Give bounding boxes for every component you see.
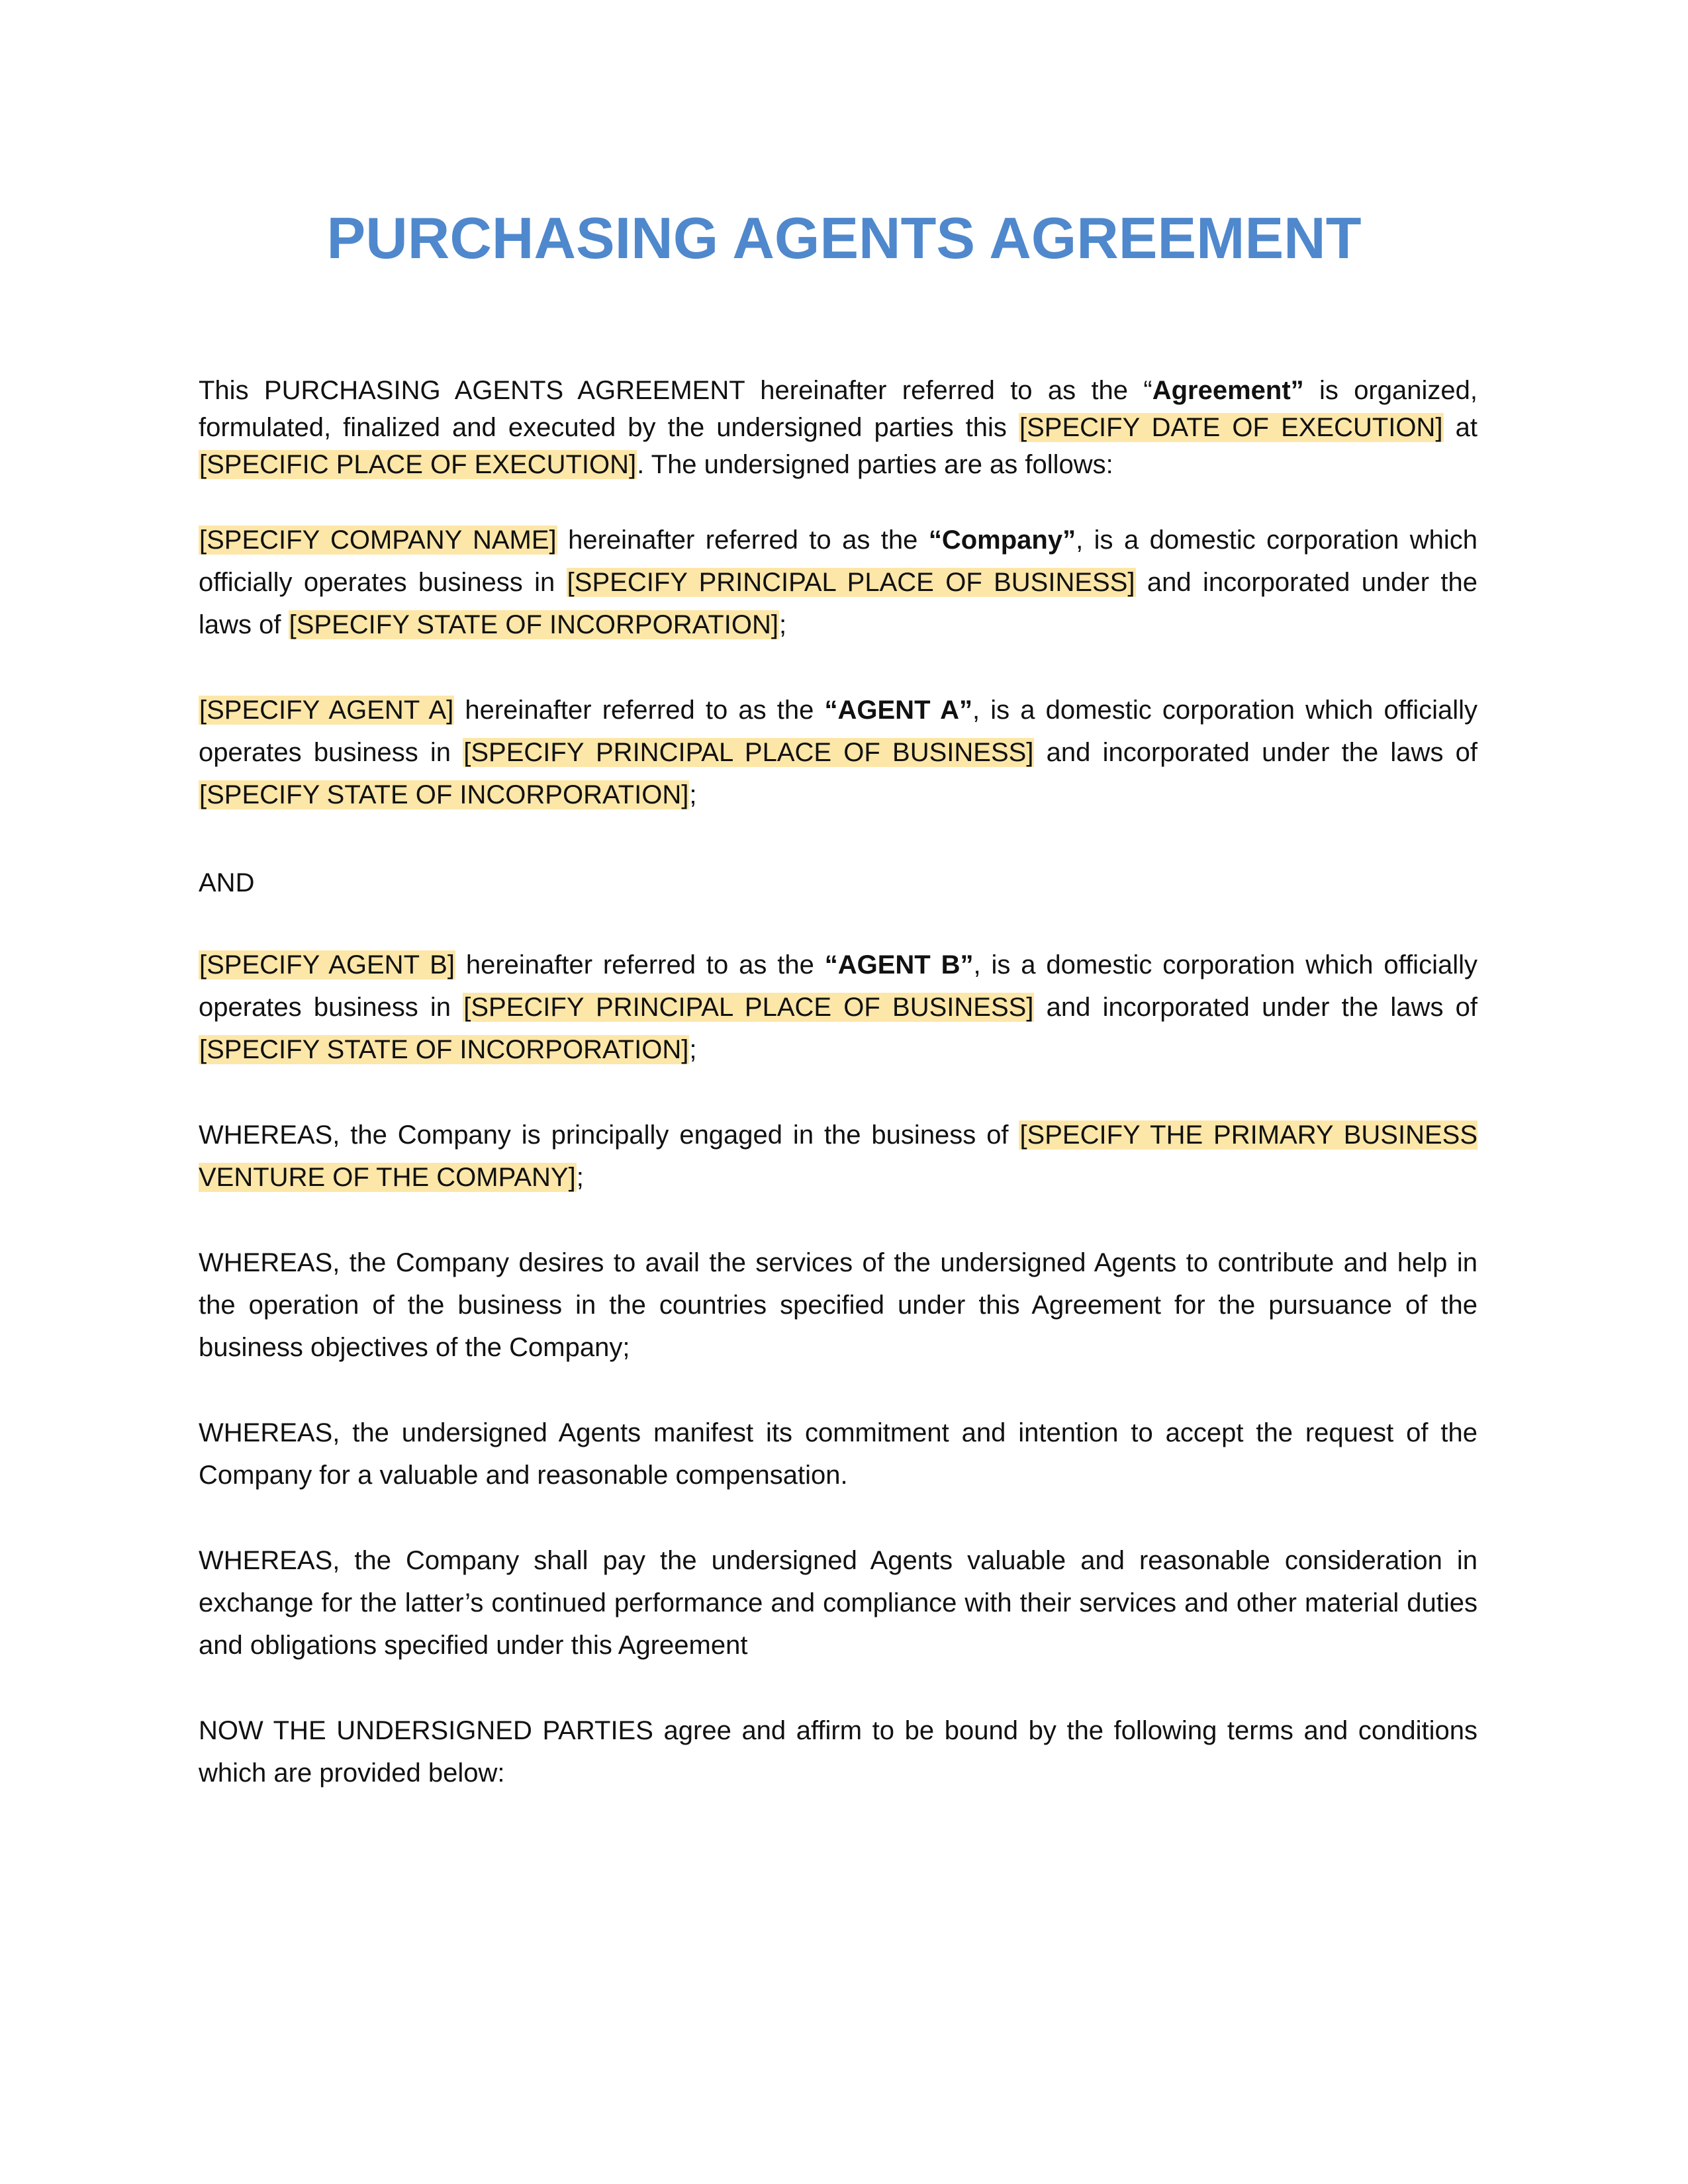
company-paragraph <box>199 519 1477 646</box>
company-place-of-business-placeholder: [SPECIFY PRINCIPAL PLACE OF BUSINESS] <box>567 568 1135 597</box>
intro-paragraph <box>199 372 1477 483</box>
whereas-business-paragraph <box>199 1114 1477 1199</box>
document-title: PURCHASING AGENTS AGREEMENT <box>326 205 1362 271</box>
company-state-placeholder: [SPECIFY STATE OF INCORPORATION] <box>289 610 778 639</box>
company-text-4: ; <box>778 610 787 639</box>
agent-a-text-1: hereinafter referred to as the <box>454 696 825 725</box>
agent-b-paragraph <box>199 944 1477 1071</box>
company-text-2: , is a domestic corporation which officially operates business in <box>199 525 1477 597</box>
agreement-term: Agreement” <box>1152 376 1304 405</box>
company-text-3: and incorporated under the laws of <box>199 568 1477 639</box>
whereas1-text-1: WHEREAS, the Company is principally engaged in the business of <box>199 1120 1019 1150</box>
company-name-placeholder: [SPECIFY COMPANY NAME] <box>199 525 557 555</box>
agent-b-text-2: , is a domestic corporation which officially operates business in <box>199 950 1477 1022</box>
whereas-services-paragraph: WHEREAS, the Company desires to avail the services of the undersigned Agents to contribute and help in the operation of the business in the countries specified under this Agreement for the pursuance of the business objectives of the Company; <box>199 1248 1477 1362</box>
agent-b-place-of-business-placeholder: [SPECIFY PRINCIPAL PLACE OF BUSINESS] <box>463 993 1034 1022</box>
agent-b-state-placeholder: [SPECIFY STATE OF INCORPORATION] <box>199 1035 689 1064</box>
company-term: “Company” <box>928 525 1076 555</box>
whereas-consideration-paragraph: WHEREAS, the Company shall pay the undersigned Agents valuable and reasonable consideration in exchange for the latter’s continued performance and compliance with their services and other material duties and obligations specified under this Agreement <box>199 1546 1477 1660</box>
date-of-execution-placeholder: [SPECIFY DATE OF EXECUTION] <box>1019 413 1443 442</box>
whereas1-text-2: ; <box>576 1163 584 1192</box>
whereas-commitment-paragraph: WHEREAS, the undersigned Agents manifest its commitment and intention to accept the request of the Company for a valuable and reasonable compensation. <box>199 1418 1477 1490</box>
company-text-1: hereinafter referred to as the <box>557 525 929 555</box>
agent-a-place-of-business-placeholder: [SPECIFY PRINCIPAL PLACE OF BUSINESS] <box>463 738 1034 767</box>
business-venture-placeholder: [SPECIFY THE PRIMARY BUSINESS VENTURE OF THE COMPANY] <box>199 1120 1477 1192</box>
and-separator: AND <box>199 868 255 897</box>
agent-a-text-3: and incorporated under the laws of <box>1034 738 1477 767</box>
agent-a-text-4: ; <box>689 780 697 809</box>
agent-a-name-placeholder: [SPECIFY AGENT A] <box>199 696 454 725</box>
agent-a-term: “AGENT A” <box>824 696 973 725</box>
intro-text-4: . The undersigned parties are as follows: <box>637 450 1113 479</box>
agent-b-text-4: ; <box>689 1035 697 1064</box>
agent-a-text-2: , is a domestic corporation which officially operates business in <box>199 696 1478 767</box>
agent-b-text-1: hereinafter referred to as the <box>455 950 825 979</box>
now-clause-paragraph: NOW THE UNDERSIGNED PARTIES agree and affirm to be bound by the following terms and conditions which are provided below: <box>199 1716 1477 1788</box>
intro-text-2: is organized, formulated, finalized and executed by the undersigned parties this <box>199 376 1477 442</box>
agent-b-term: “AGENT B” <box>824 950 974 979</box>
agent-a-paragraph <box>199 689 1477 816</box>
place-of-execution-placeholder: [SPECIFIC PLACE OF EXECUTION] <box>199 450 637 479</box>
intro-text-1: This PURCHASING AGENTS AGREEMENT hereinafter referred to as the “ <box>199 376 1152 405</box>
agent-b-text-3: and incorporated under the laws of <box>1034 993 1477 1022</box>
agent-a-state-placeholder: [SPECIFY STATE OF INCORPORATION] <box>199 780 689 809</box>
agent-b-name-placeholder: [SPECIFY AGENT B] <box>199 950 455 979</box>
intro-text-3: at <box>1443 413 1477 442</box>
